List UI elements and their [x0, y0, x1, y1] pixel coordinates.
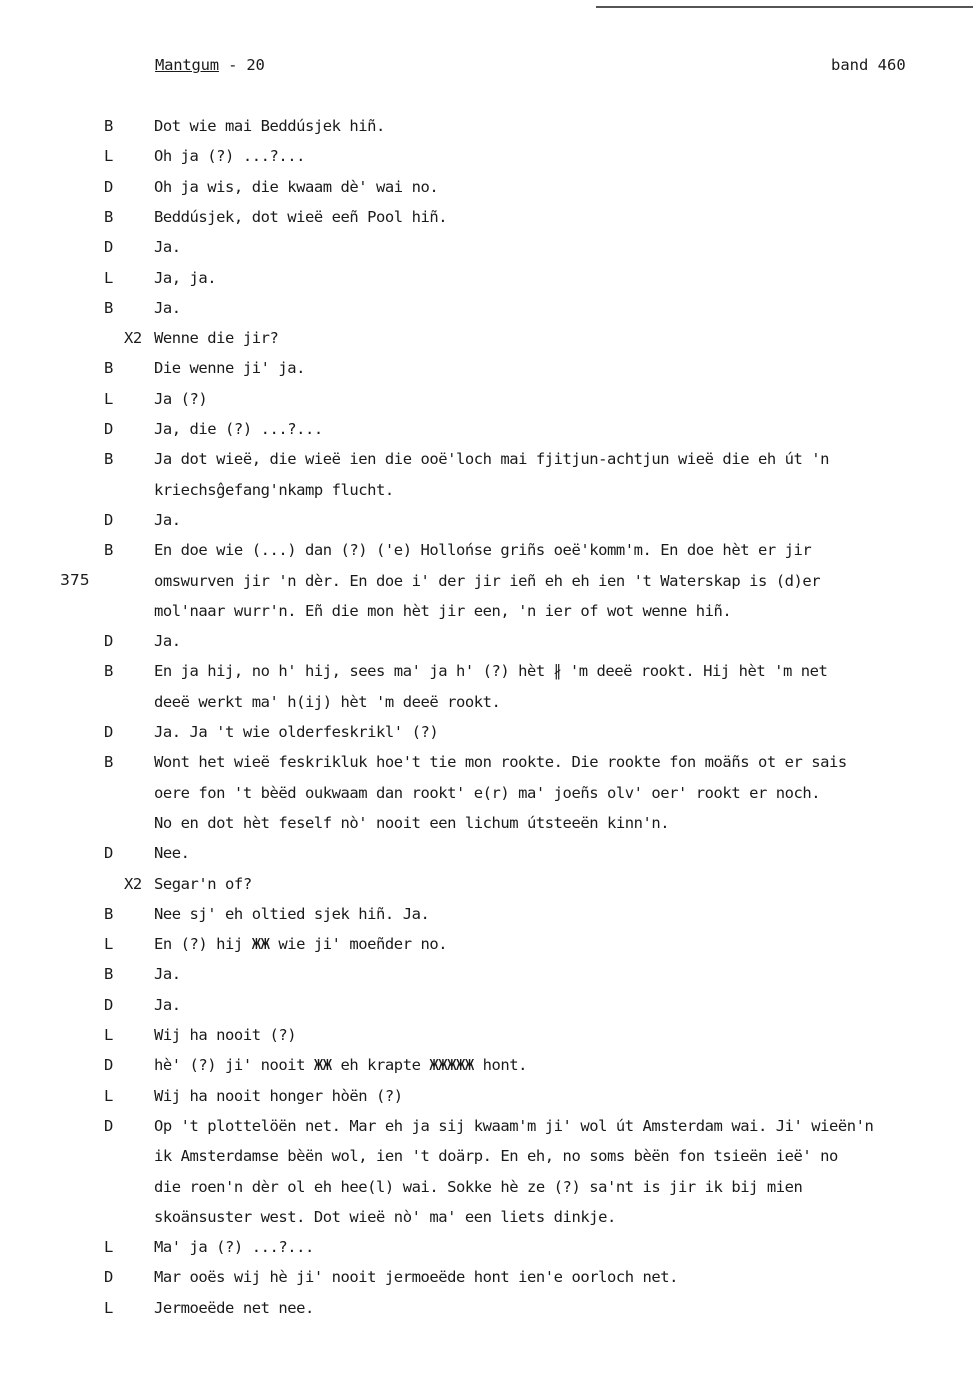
utterance-text: hè' (?) ji' nooit ЖЖ eh krapte ЖЖЖЖЖ hont.: [154, 1056, 528, 1075]
utterance-text: Nee.: [154, 844, 190, 863]
speaker-label: B: [104, 117, 113, 135]
utterance-text: omswurven jir 'n dèr. En doe i' der jir ieñ eh eh ien 't Waterskap is (d)er: [154, 571, 821, 590]
utterance-text: skoänsuster west. Dot wieë nò' ma' een liets dinkje.: [154, 1207, 616, 1226]
utterance-text: En (?) hij ЖЖ wie ji' moeñder no.: [154, 935, 448, 954]
utterance-text: Segar'n of?: [154, 874, 252, 893]
page-header-left: [155, 56, 265, 74]
speaker-label: L: [104, 935, 113, 954]
utterance-text: Wenne die jir?: [154, 329, 279, 348]
utterance-text: Ja.: [154, 510, 181, 529]
speaker-label: D: [104, 632, 113, 651]
utterance-text: Ja. Ja 't wie olderfeskrikl' (?): [154, 723, 439, 741]
utterance-text: deeë werkt ma' h(ij) hèt 'm deeë rookt.: [154, 692, 501, 711]
utterance-text: Ja dot wieë, die wieë ien die ooë'loch mai fjitjun-achtjun wieë die eh út 'n: [154, 450, 830, 469]
speaker-label: B: [104, 965, 113, 984]
utterance-text: ik Amsterdamse bèën wol, ien 't doärp. En eh, no soms bèën fon tsieën ieë' no: [154, 1147, 838, 1166]
speaker-label: B: [104, 904, 113, 923]
speaker-label: D: [104, 844, 113, 863]
place-name: Mantgum: [155, 56, 219, 74]
utterance-text: Oh ja (?) ...?...: [154, 147, 305, 166]
utterance-text: Ja, die (?) ...?...: [154, 420, 323, 438]
utterance-text: Ma' ja (?) ...?...: [154, 1238, 314, 1257]
speaker-label: D: [104, 177, 113, 196]
page-number: 20: [246, 56, 265, 74]
utterance-text: Ja (?): [154, 389, 208, 408]
speaker-label: D: [104, 1268, 113, 1287]
utterance-text: Ja.: [154, 238, 181, 257]
utterance-text: Dot wie mai Beddúsjek hiñ.: [154, 117, 385, 135]
speaker-label: B: [104, 207, 113, 226]
utterance-text: Mar ooës wij hè ji' nooit jermoeëde hont ien'e oorloch net.: [154, 1268, 679, 1287]
utterance-text: oere fon 't bèëd oukwaam dan rookt' e(r) ma' joeñs olv' oer' rookt er noch.: [154, 783, 821, 802]
speaker-label: X2: [124, 874, 142, 893]
utterance-text: Ja, ja.: [154, 268, 217, 287]
speaker-label: D: [104, 1116, 113, 1135]
utterance-text: Ja.: [154, 965, 181, 984]
speaker-label: D: [104, 420, 113, 438]
utterance-text: Op 't plottelöën net. Mar eh ja sij kwaam'm ji' wol út Amsterdam wai. Ji' wieën'n: [154, 1116, 874, 1135]
utterance-text: En ja hij, no h' hij, sees ma' ja h' (?) hèt ∦ 'm deeë rookt. Hij hèt 'm net: [154, 662, 828, 681]
speaker-label: B: [104, 359, 113, 378]
speaker-label: L: [104, 1298, 113, 1317]
utterance-text: Beddúsjek, dot wieë eeñ Pool hiñ.: [154, 207, 448, 226]
speaker-label: B: [104, 753, 113, 772]
utterance-text: No en dot hèt feself nò' nooit een lichum útsteeën kinn'n.: [154, 813, 670, 832]
utterance-text: mol'naar wurr'n. Eñ die mon hèt jir een, 'n ier of wot wenne hiñ.: [154, 601, 732, 620]
speaker-label: D: [104, 238, 113, 257]
header-separator: -: [228, 56, 238, 74]
utterance-text: Ja.: [154, 995, 181, 1014]
speaker-label: B: [104, 298, 113, 317]
utterance-text: Ja.: [154, 298, 181, 317]
utterance-text: Nee sj' eh oltied sjek hiñ. Ja.: [154, 904, 430, 923]
speaker-label: L: [104, 1026, 113, 1044]
utterance-text: En doe wie (...) dan (?) ('e) Hollońse griñs oeë'komm'm. En doe hèt er jir: [154, 541, 812, 560]
utterance-text: Oh ja wis, die kwaam dè' wai no.: [154, 177, 439, 196]
speaker-label: B: [104, 662, 113, 681]
utterance-text: Die wenne ji' ja.: [154, 359, 305, 378]
band-label: band 460: [831, 56, 906, 74]
utterance-text: Jermoeëde net nee.: [154, 1298, 314, 1317]
utterance-text: Ja.: [154, 632, 181, 651]
speaker-label: L: [104, 389, 113, 408]
top-rule: [596, 6, 973, 8]
speaker-label: L: [104, 1086, 113, 1105]
utterance-text: Wij ha nooit honger hòën (?): [154, 1086, 403, 1105]
speaker-label: D: [104, 510, 113, 529]
speaker-label: L: [104, 1238, 113, 1257]
utterance-text: Wij ha nooit (?): [154, 1026, 297, 1044]
speaker-label: B: [104, 450, 113, 469]
speaker-label: L: [104, 268, 113, 287]
speaker-label: D: [104, 723, 113, 741]
speaker-label: B: [104, 541, 113, 560]
speaker-label: D: [104, 995, 113, 1014]
margin-line-number: 375: [60, 571, 90, 589]
utterance-text: Wont het wieë feskrikluk hoe't tie mon rookte. Die rookte fon moäñs ot er sais: [154, 753, 847, 772]
utterance-text: die roen'n dèr ol eh hee(l) wai. Sokke hè ze (?) sa'nt is jir ik bij mien: [154, 1177, 803, 1196]
speaker-label: X2: [124, 329, 142, 348]
speaker-label: L: [104, 147, 113, 166]
utterance-text: kriechsĝefang'nkamp flucht.: [154, 480, 394, 499]
speaker-label: D: [104, 1056, 113, 1075]
